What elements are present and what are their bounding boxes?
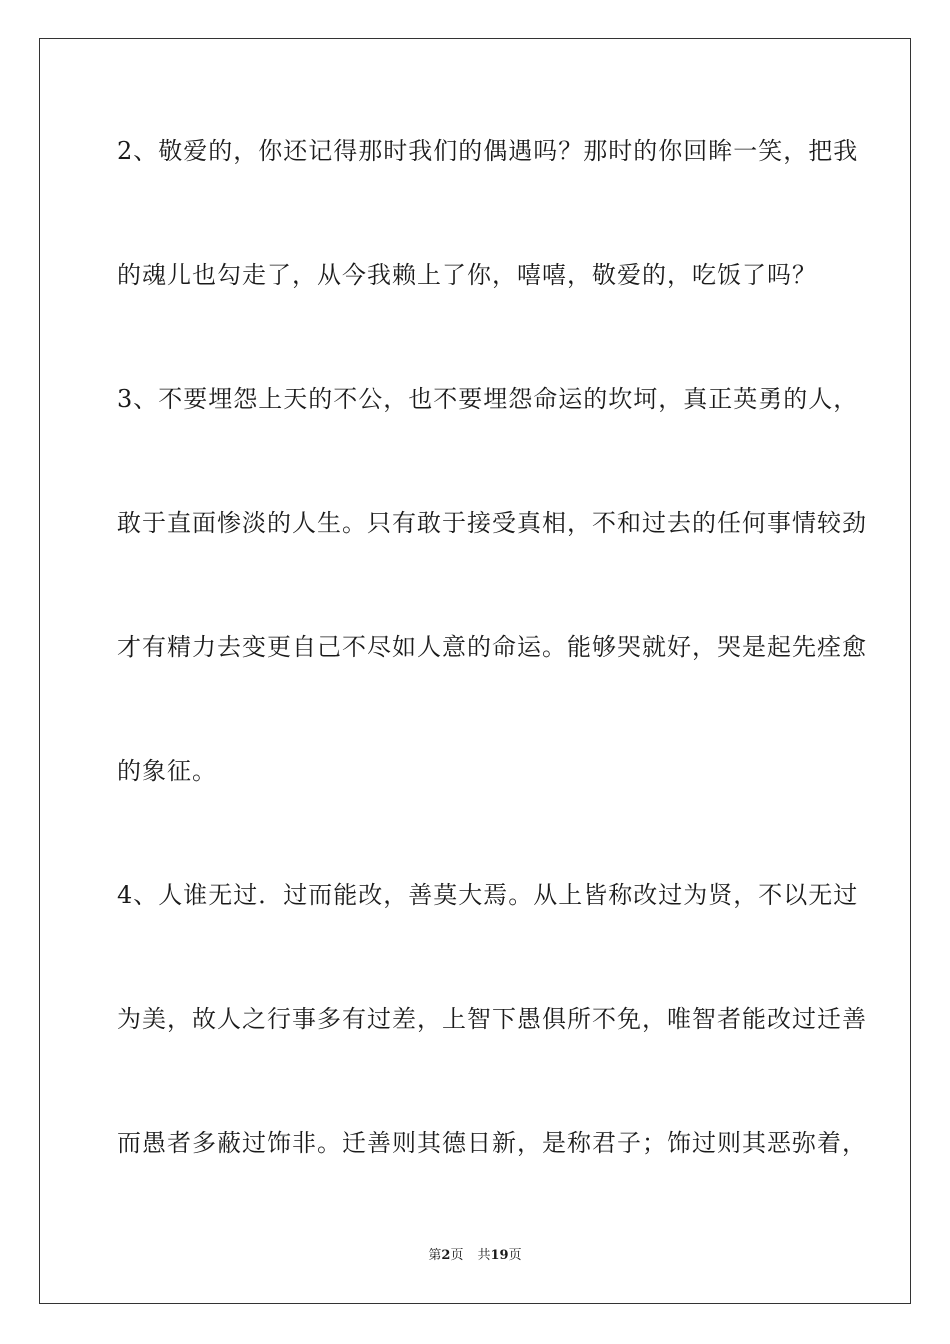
total-pages: 19	[490, 1248, 509, 1263]
page-footer	[0, 1247, 950, 1265]
page-prefix: 第	[428, 1248, 442, 1263]
page-suffix: 页	[450, 1248, 464, 1263]
text-line: 的魂儿也勾走了，从今我赖上了你，嘻嘻，敬爱的，吃饭了吗？	[117, 261, 817, 289]
text-line: 才有精力去变更自己不尽如人意的命运。能够哭就好，哭是起先痊愈	[117, 633, 867, 661]
text-line: 4、人谁无过．过而能改，善莫大焉。从上皆称改过为贤，不以无过	[117, 881, 859, 909]
text-line: 为美，故人之行事多有过差，上智下愚俱所不免，唯智者能改过迁善	[117, 1005, 867, 1033]
total-suffix: 页	[508, 1248, 522, 1263]
page-border	[39, 38, 911, 1304]
text-line: 的象征。	[117, 757, 217, 785]
text-line: 而愚者多蔽过饰非。迁善则其德日新，是称君子；饰过则其恶弥着，	[117, 1129, 867, 1157]
total-prefix: 共	[477, 1248, 491, 1263]
page-number: 2	[441, 1248, 451, 1263]
text-line: 敢于直面惨淡的人生。只有敢于接受真相，不和过去的任何事情较劲	[117, 509, 867, 537]
text-line: 2、敬爱的，你还记得那时我们的偶遇吗？那时的你回眸一笑，把我	[117, 137, 859, 165]
text-line: 3、不要埋怨上天的不公，也不要埋怨命运的坎坷，真正英勇的人，	[117, 385, 859, 413]
